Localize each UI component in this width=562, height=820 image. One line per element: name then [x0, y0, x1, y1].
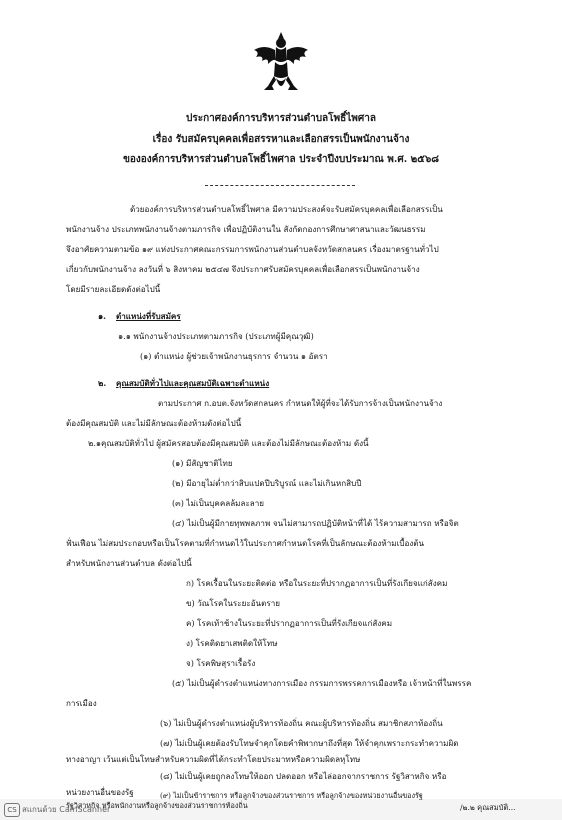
qualification-7-line-1: (๗) ไม่เป็นผู้เคยต้องรับโทษจำคุกโดยคำพิพากษาถึงที่สุด ให้จำคุกเพราะกระทำความผิด — [160, 738, 459, 748]
qualification-1: (๑) มีสัญชาติไทย — [172, 458, 233, 468]
section-2-1: ๒.๑คุณสมบัติทั่วไป ผู้สมัครสอบต้องมีคุณสมบัติ และต้องไม่มีลักษณะต้องห้าม ดังนี้ — [88, 438, 369, 448]
qualification-5-line-2: การเมือง — [66, 698, 97, 708]
announcement-title: ประกาศองค์การบริหารส่วนตำบลโพธิ์ไพศาล — [186, 113, 376, 124]
camscanner-logo: CS — [4, 803, 20, 817]
qualification-7-line-2: ทางอาญา เว้นแต่เป็นโทษสำหรับความผิดที่ได้กระทำโดยประมาทหรือความผิดลหุโทษ — [66, 754, 361, 764]
header-divider — [205, 185, 355, 186]
disease-item-3: ค) โรคเท้าช้างในระยะที่ปรากฏอาการเป็นที่รังเกียจแก่สังคม — [186, 618, 393, 628]
section-1-number: ๑. — [98, 311, 106, 321]
intro-line-5: โดยมีรายละเอียดดังต่อไปนี้ — [66, 284, 161, 294]
intro-line-3: จึงอาศัยความตามข้อ ๑๙ แห่งประกาศคณะกรรมการพนักงานส่วนตำบลจังหวัดสกลนคร เรื่องมาตรฐานทั่วไป — [66, 244, 439, 254]
intro-line-4: เกี่ยวกับพนักงานจ้าง ลงวันที่ ๖ สิงหาคม ๒๕๔๗ จึงประกาศรับสมัครบุคคลเพื่อเลือกสรรเป็นพนักงานจ้าง — [66, 264, 420, 274]
intro-line-1: ด้วยองค์การบริหารส่วนตำบลโพธิ์ไพศาล มีความประสงค์จะรับสมัครบุคคลเพื่อเลือกสรรเป็น — [130, 204, 443, 214]
qualification-6: (๖) ไม่เป็นผู้ดำรงตำแหน่งผู้บริหารท้องถิ่น คณะผู้บริหารท้องถิ่น สมาชิกสภาท้องถิ่น — [160, 718, 443, 728]
garuda-emblem — [250, 30, 312, 96]
section-1-title: ตำแหน่งที่รับสมัคร — [116, 311, 181, 321]
camscanner-label: สแกนด้วย CamScanner — [22, 805, 111, 814]
qualification-5-line-1: (๕) ไม่เป็นผู้ดำรงตำแหน่งทางการเมือง กรรมการพรรคการเมืองหรือ เจ้าหน้าที่ในพรรค — [172, 678, 472, 688]
disease-item-1: ก) โรคเรื้อนในระยะติดต่อ หรือในระยะที่ปรากฏอาการเป็นที่รังเกียจแก่สังคม — [186, 578, 448, 588]
section-2-title: คุณสมบัติทั่วไปและคุณสมบัติเฉพาะตำแหน่ง — [116, 378, 270, 388]
section-2-para-2: ต้องมีคุณสมบัติ และไม่มีลักษณะต้องห้ามดังต่อไปนี้ — [66, 418, 242, 428]
announcement-subject: เรื่อง รับสมัครบุคคลเพื่อสรรหาและเลือกสรรเป็นพนักงานจ้าง — [152, 134, 410, 145]
qualification-3: (๓) ไม่เป็นบุคคลล้มละลาย — [172, 498, 265, 508]
announcement-org-year: ขององค์การบริหารส่วนตำบลโพธิ์ไพศาล ประจำปีงบประมาณ พ.ศ. ๒๕๖๘ — [123, 154, 439, 165]
section-2-number: ๒. — [98, 378, 107, 388]
section-2-para-1: ตามประกาศ ก.อบต.จังหวัดสกลนคร กำหนดให้ผู้ที่จะได้รับการจ้างเป็นพนักงานจ้าง — [158, 398, 443, 408]
qualification-2: (๒) มีอายุไม่ต่ำกว่าสิบแปดปีบริบูรณ์ และไม่เกินหกสิบปี — [172, 478, 362, 488]
qualification-4-line-2: ฟั่นเฟือน ไม่สมประกอบหรือเป็นโรคตามที่กำหนดไว้ในประกาศกำหนดโรคที่เป็นลักษณะต้องห้ามเบื้องต้น — [66, 538, 425, 548]
disease-item-4: ง) โรคติดยาเสพติดให้โทษ — [186, 638, 278, 648]
qualification-9-line-1: (๙) ไม่เป็นข้าราชการ หรือลูกจ้างของส่วนราชการ หรือลูกจ้างของหน่วยงานอื่นของรัฐ — [160, 791, 423, 800]
next-page-reference: /๒.๒ คุณสมบัติ... — [460, 803, 516, 812]
qualification-9-line-2: รัฐวิสาหกิจ หรือพนักงานหรือลูกจ้างของส่วนราชการท้องถิ่น — [66, 801, 248, 810]
qualification-4-line-1: (๔) ไม่เป็นผู้มีกายทุพพลภาพ จนไม่สามารถปฏิบัติหน้าที่ได้ ไร้ความสามารถ หรือจิต — [172, 518, 459, 528]
intro-line-2: พนักงานจ้าง ประเภทพนักงานจ้างตามภารกิจ เพื่อปฏิบัติงานใน สังกัดกองการศึกษาศาสนาและวัฒนธรรม — [66, 224, 426, 234]
disease-item-2: ข) วัณโรคในระยะอันตราย — [186, 598, 280, 608]
qualification-8-line-1: (๘) ไม่เป็นผู้เคยถูกลงโทษให้ออก ปลดออก หรือไล่ออกจากราชการ รัฐวิสาหกิจ หรือ — [160, 771, 447, 781]
disease-item-5: จ) โรคพิษสุราเรื้อรัง — [186, 658, 256, 668]
section-1-1: ๑.๑ พนักงานจ้างประเภทตามภารกิจ (ประเภทผู้มีคุณวุฒิ) — [118, 331, 314, 341]
position-item: (๑) ตำแหน่ง ผู้ช่วยเจ้าพนักงานธุรการ จำนวน ๑ อัตรา — [140, 351, 328, 361]
qualification-4-line-3: สำหรับพนักงานส่วนตำบล ดังต่อไปนี้ — [66, 558, 192, 568]
qualification-8-line-2: หน่วยงานอื่นของรัฐ — [66, 787, 134, 797]
